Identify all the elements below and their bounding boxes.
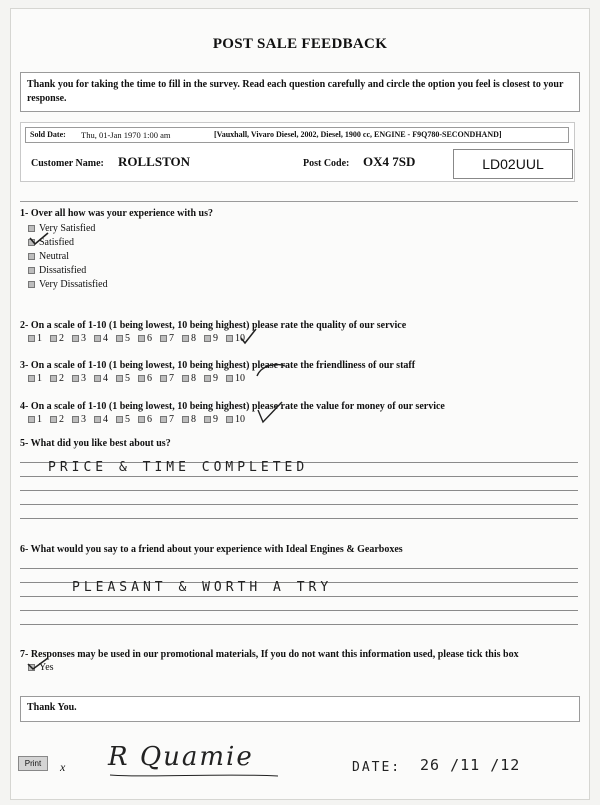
question-7: 7- Responses may be used in our promotional materials, If you do not want this information used, please tick this box (20, 649, 519, 660)
checkbox[interactable] (160, 335, 167, 342)
q1-option-very-satisfied[interactable]: Very Satisfied (28, 221, 108, 235)
q3-option-1[interactable]: 1 (28, 373, 50, 384)
q4-option-5[interactable]: 5 (116, 414, 138, 425)
q4-option-9[interactable]: 9 (204, 414, 226, 425)
q4-option-1[interactable]: 1 (28, 414, 50, 425)
checkbox[interactable] (72, 375, 79, 382)
q7-tick-mark-icon (26, 656, 56, 672)
section-divider (20, 201, 578, 202)
intro-text: Thank you for taking the time to fill in the survey. Read each question carefully and circle the option you feel is closest to your response. (27, 79, 564, 104)
checkbox[interactable] (160, 375, 167, 382)
checkbox[interactable] (72, 416, 79, 423)
q3-option-7[interactable]: 7 (160, 373, 182, 384)
checkbox[interactable] (226, 416, 233, 423)
q2-option-7[interactable]: 7 (160, 333, 182, 344)
q1-option-very-dissatisfied[interactable]: Very Dissatisfied (28, 277, 108, 291)
q2-option-1[interactable]: 1 (28, 333, 50, 344)
q4-scale (28, 414, 248, 425)
checkbox[interactable] (116, 375, 123, 382)
q7-option-yes[interactable]: Yes (28, 662, 54, 673)
checkbox[interactable] (204, 416, 211, 423)
q6-answer[interactable]: PLEASANT & WORTH A TRY (72, 580, 333, 595)
checkbox[interactable] (72, 335, 79, 342)
checkbox[interactable] (28, 267, 35, 274)
q2-option-5[interactable]: 5 (116, 333, 138, 344)
question-3: 3- On a scale of 1-10 (1 being lowest, 10 being highest) please rate the friendliness of our staff (20, 360, 416, 371)
q1-option-dissatisfied[interactable]: Dissatisfied (28, 263, 108, 277)
checkbox[interactable] (94, 335, 101, 342)
customer-name-value: ROLLSTON (118, 154, 191, 169)
sold-date-strip (25, 127, 569, 143)
q4-option-3[interactable]: 3 (72, 414, 94, 425)
signature-underline (110, 772, 280, 780)
checkbox[interactable] (160, 416, 167, 423)
q2-option-9[interactable]: 9 (204, 333, 226, 344)
q2-scale (28, 333, 248, 344)
thank-you-text: Thank You. (27, 702, 77, 713)
q1-option-satisfied[interactable]: Satisfied (28, 235, 108, 249)
checkbox[interactable] (50, 335, 57, 342)
q5-answer[interactable]: PRICE & TIME COMPLETED (48, 460, 309, 475)
q3-circle-mark-icon (255, 362, 289, 382)
vehicle-details: [Vauxhall, Vivaro Diesel, 2002, Diesel, 1900 cc, ENGINE - F9Q780-SECONDHAND] (214, 130, 502, 139)
print-button[interactable]: Print (18, 756, 48, 771)
q2-option-2[interactable]: 2 (50, 333, 72, 344)
q3-option-4[interactable]: 4 (94, 373, 116, 384)
registration-field[interactable]: LD02UUL (453, 149, 573, 179)
question-6: 6- What would you say to a friend about your experience with Ideal Engines & Gearboxes (20, 544, 403, 555)
checkbox[interactable] (94, 416, 101, 423)
q3-option-9[interactable]: 9 (204, 373, 226, 384)
q4-option-8[interactable]: 8 (182, 414, 204, 425)
checkbox[interactable] (28, 253, 35, 260)
customer-name-label: Customer Name: (31, 158, 104, 169)
checkbox[interactable] (226, 335, 233, 342)
checkbox[interactable] (116, 416, 123, 423)
checkbox[interactable] (226, 375, 233, 382)
q3-option-10[interactable]: 10 (226, 373, 248, 384)
q2-tick-mark-icon (240, 331, 260, 345)
checkbox[interactable] (94, 375, 101, 382)
q3-option-5[interactable]: 5 (116, 373, 138, 384)
q1-tick-mark-icon (28, 232, 58, 248)
q2-option-3[interactable]: 3 (72, 333, 94, 344)
checkbox[interactable] (182, 375, 189, 382)
q1-option-neutral[interactable]: Neutral (28, 249, 108, 263)
q3-scale (28, 373, 248, 384)
q2-option-10[interactable]: 10 (226, 333, 248, 344)
checkbox[interactable] (28, 416, 35, 423)
question-1: 1- Over all how was your experience with us? (20, 208, 213, 219)
checkbox[interactable] (50, 375, 57, 382)
q4-option-7[interactable]: 7 (160, 414, 182, 425)
thank-you-box (20, 696, 580, 722)
sold-date-value: Thu, 01-Jan 1970 1:00 am (81, 130, 171, 140)
q4-option-10[interactable]: 10 (226, 414, 248, 425)
checkbox[interactable] (182, 335, 189, 342)
checkbox[interactable] (204, 335, 211, 342)
q4-option-4[interactable]: 4 (94, 414, 116, 425)
checkbox[interactable] (138, 335, 145, 342)
checkbox[interactable] (204, 375, 211, 382)
q3-option-6[interactable]: 6 (138, 373, 160, 384)
checkbox[interactable] (138, 416, 145, 423)
checkbox[interactable] (116, 335, 123, 342)
postcode-value: OX4 7SD (363, 154, 416, 169)
question-4: 4- On a scale of 1-10 (1 being lowest, 10 being highest) please rate the value for money of our service (20, 401, 445, 412)
postcode-label: Post Code: (303, 158, 350, 169)
q4-tick-mark-icon (254, 400, 288, 426)
checkbox[interactable] (138, 375, 145, 382)
date-value: 26 /11 /12 (420, 756, 521, 774)
date-label: DATE: (352, 760, 402, 775)
checkbox[interactable] (182, 416, 189, 423)
signature-x-mark: x (60, 760, 66, 774)
checkbox[interactable] (28, 225, 35, 232)
checkbox[interactable] (28, 281, 35, 288)
question-5: 5- What did you like best about us? (20, 438, 171, 449)
q4-option-2[interactable]: 2 (50, 414, 72, 425)
form-title: POST SALE FEEDBACK (212, 36, 388, 52)
q3-option-8[interactable]: 8 (182, 373, 204, 384)
question-2: 2- On a scale of 1-10 (1 being lowest, 10 being highest) please rate the quality of our service (20, 320, 407, 331)
q2-option-6[interactable]: 6 (138, 333, 160, 344)
q3-option-3[interactable]: 3 (72, 373, 94, 384)
sold-date-label: Sold Date: (30, 130, 66, 139)
checkbox[interactable] (50, 416, 57, 423)
q3-option-2[interactable]: 2 (50, 373, 72, 384)
q2-option-4[interactable]: 4 (94, 333, 116, 344)
checkbox[interactable] (28, 375, 35, 382)
q4-option-6[interactable]: 6 (138, 414, 160, 425)
checkbox[interactable] (28, 335, 35, 342)
q2-option-8[interactable]: 8 (182, 333, 204, 344)
signature: R Quamie (108, 742, 254, 772)
